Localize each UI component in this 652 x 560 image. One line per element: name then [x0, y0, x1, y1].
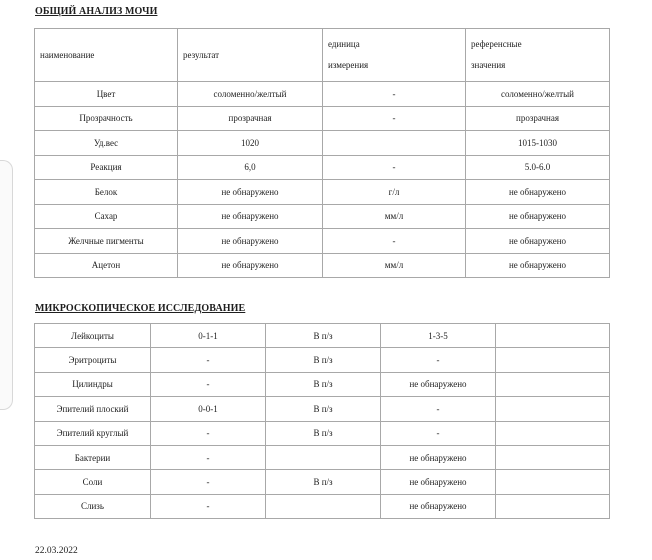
cell-result: не обнаружено: [178, 180, 323, 205]
table-header-row: [35, 29, 610, 82]
cell-reference: 5.0-6.0: [466, 155, 610, 180]
cell-reference: не обнаружено: [381, 470, 496, 494]
cell-unit: г/л: [323, 180, 466, 205]
cell-extra: [496, 372, 610, 396]
header-result: результат: [178, 29, 323, 82]
table-row: [35, 372, 610, 396]
cell-result: не обнаружено: [178, 229, 323, 254]
cell-name: Цвет: [35, 82, 178, 107]
cell-value: -: [151, 348, 266, 372]
side-panel-edge: [0, 160, 13, 410]
cell-unit: [323, 131, 466, 156]
cell-result: не обнаружено: [178, 204, 323, 229]
cell-extra: [496, 348, 610, 372]
cell-name: Реакция: [35, 155, 178, 180]
cell-reference: не обнаружено: [381, 445, 496, 469]
cell-reference: 1015-1030: [466, 131, 610, 156]
cell-extra: [496, 494, 610, 518]
header-ref-line1: референсные: [471, 39, 522, 49]
table-row: [35, 106, 610, 131]
urinalysis-title: ОБЩИЙ АНАЛИЗ МОЧИ: [35, 6, 158, 17]
cell-unit: -: [323, 155, 466, 180]
cell-unit: мм/л: [323, 253, 466, 278]
table-row: [35, 397, 610, 421]
cell-unit: -: [323, 82, 466, 107]
cell-reference: не обнаружено: [466, 204, 610, 229]
cell-name: Цилиндры: [35, 372, 151, 396]
urinalysis-table: [34, 28, 610, 278]
cell-extra: [496, 421, 610, 445]
cell-result: 6,0: [178, 155, 323, 180]
cell-unit: [266, 445, 381, 469]
cell-name: Белок: [35, 180, 178, 205]
table-row: [35, 253, 610, 278]
cell-extra: [496, 397, 610, 421]
cell-result: не обнаружено: [178, 253, 323, 278]
cell-value: 0-1-1: [151, 324, 266, 348]
cell-result: соломенно/желтый: [178, 82, 323, 107]
cell-name: Ацетон: [35, 253, 178, 278]
cell-reference: не обнаружено: [466, 229, 610, 254]
cell-unit: мм/л: [323, 204, 466, 229]
cell-name: Слизь: [35, 494, 151, 518]
cell-unit: В п/з: [266, 470, 381, 494]
cell-value: -: [151, 445, 266, 469]
cell-name: Лейкоциты: [35, 324, 151, 348]
table-row: [35, 494, 610, 518]
cell-name: Желчные пигменты: [35, 229, 178, 254]
cell-unit: В п/з: [266, 348, 381, 372]
cell-result: прозрачная: [178, 106, 323, 131]
header-unit: [323, 29, 466, 82]
cell-name: Прозрачность: [35, 106, 178, 131]
table-row: [35, 421, 610, 445]
cell-unit: В п/з: [266, 421, 381, 445]
cell-name: Сахар: [35, 204, 178, 229]
cell-name: Эпителий круглый: [35, 421, 151, 445]
table-row: [35, 348, 610, 372]
cell-value: -: [151, 470, 266, 494]
cell-extra: [496, 445, 610, 469]
header-unit-line2: измерения: [328, 60, 369, 70]
cell-result: 1020: [178, 131, 323, 156]
report-date: 22.03.2022: [35, 546, 78, 556]
table-row: [35, 155, 610, 180]
cell-reference: -: [381, 348, 496, 372]
table-row: [35, 445, 610, 469]
cell-reference: 1-3-5: [381, 324, 496, 348]
cell-reference: не обнаружено: [381, 372, 496, 396]
cell-value: -: [151, 372, 266, 396]
microscopy-title: МИКРОСКОПИЧЕСКОЕ ИССЛЕДОВАНИЕ: [35, 303, 246, 314]
cell-reference: прозрачная: [466, 106, 610, 131]
cell-unit: -: [323, 229, 466, 254]
cell-reference: соломенно/желтый: [466, 82, 610, 107]
cell-reference: не обнаружено: [466, 253, 610, 278]
cell-unit: [266, 494, 381, 518]
table-row: [35, 229, 610, 254]
cell-value: 0-0-1: [151, 397, 266, 421]
table-row: [35, 324, 610, 348]
cell-name: Соли: [35, 470, 151, 494]
table-row: [35, 82, 610, 107]
cell-name: Бактерии: [35, 445, 151, 469]
cell-reference: не обнаружено: [466, 180, 610, 205]
microscopy-table: [34, 323, 610, 519]
table-row: [35, 180, 610, 205]
cell-value: -: [151, 494, 266, 518]
cell-unit: -: [323, 106, 466, 131]
cell-name: Эритроциты: [35, 348, 151, 372]
table-row: [35, 204, 610, 229]
header-ref-line2: значения: [471, 60, 506, 70]
cell-extra: [496, 324, 610, 348]
cell-name: Эпителий плоский: [35, 397, 151, 421]
cell-reference: -: [381, 421, 496, 445]
cell-unit: В п/з: [266, 372, 381, 396]
header-name: наименование: [35, 29, 178, 82]
cell-unit: В п/з: [266, 324, 381, 348]
cell-value: -: [151, 421, 266, 445]
cell-name: Уд.вес: [35, 131, 178, 156]
cell-unit: В п/з: [266, 397, 381, 421]
cell-reference: -: [381, 397, 496, 421]
cell-extra: [496, 470, 610, 494]
cell-reference: не обнаружено: [381, 494, 496, 518]
header-unit-line1: единица: [328, 39, 360, 49]
table-row: [35, 131, 610, 156]
table-row: [35, 470, 610, 494]
header-reference: [466, 29, 610, 82]
